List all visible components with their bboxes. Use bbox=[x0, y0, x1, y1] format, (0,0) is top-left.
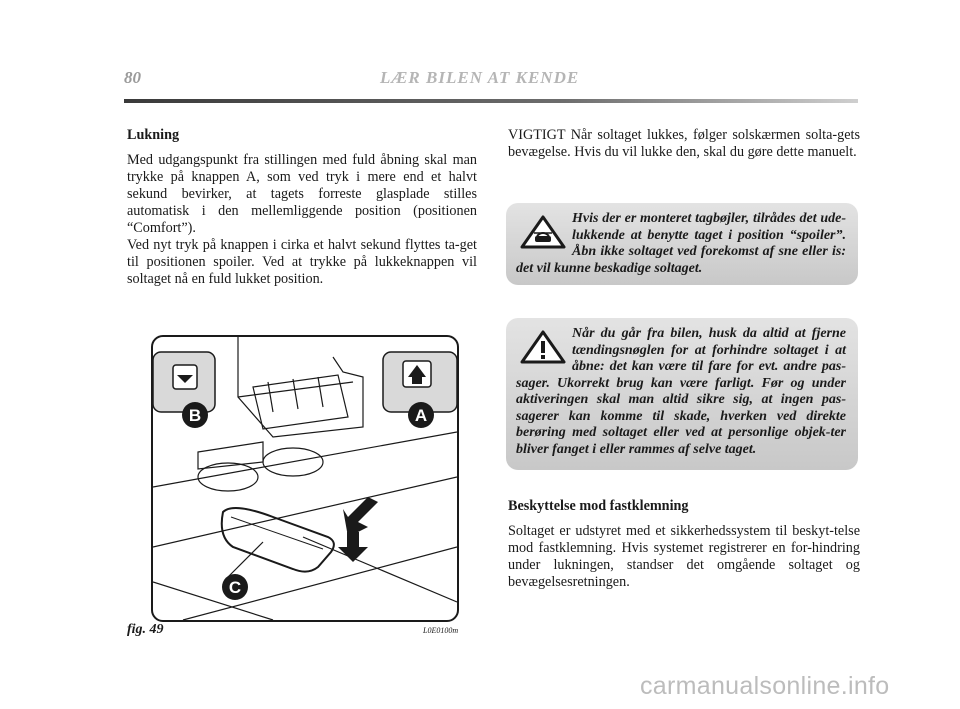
svg-text:B: B bbox=[188, 406, 202, 425]
section-heading-anti-trap: Beskyttelse mod fastklemning bbox=[508, 498, 689, 514]
left-column bbox=[127, 127, 477, 288]
callout-a bbox=[408, 402, 434, 428]
header-rule bbox=[124, 99, 858, 103]
anti-trap-paragraph: Soltaget er udstyret med et sikkerhedssystem til beskyt-telse mod fastklemning. Hvis systemet registrerer en for-hindring under lukningen, standser det omgående soltaget og bevægelsesretningen. bbox=[508, 523, 860, 590]
roof-rack-warning-icon bbox=[520, 215, 566, 249]
sunroof-controls-drawing bbox=[153, 337, 457, 620]
important-text: VIGTIGT Når soltaget lukkes, følger solskærmen solta-gets bevægelse. Hvis du vil lukke den, skal du gøre dette manuelt. bbox=[508, 127, 860, 160]
anti-trap-section bbox=[508, 498, 860, 591]
svg-text:C: C bbox=[228, 578, 242, 597]
warning-box-roof-bars bbox=[506, 203, 858, 285]
closing-paragraph-2: Ved nyt tryk på knappen i cirka et halvt sekund flyttes ta-get til positionen spoiler. Ved at trykke på lukkeknappen vil soltaget nå en fuld lukket position. bbox=[127, 237, 477, 287]
page-header bbox=[124, 68, 860, 92]
callout-b bbox=[182, 402, 208, 428]
warning-box-key bbox=[506, 318, 858, 470]
warning-text-2: Når du går fra bilen, husk da altid at fjerne tændingsnøglen for at forhindre soltaget i at åbne: det kan være til fare for evt. andre pas-sager. Ukorrekt brug kan være farligt. Før og under aktiveringen skal man altid sikre sig, at ingen pas-sagerer kan komme til skade, hverken ved direkte berøring med soltaget eller ved at personlige objek-ter bliver fanget i eller rammes af selve taget. bbox=[516, 326, 846, 457]
section-heading-closing: Lukning bbox=[127, 127, 180, 143]
figure-caption: fig. 49 bbox=[127, 622, 164, 637]
watermark: carmanualsonline.info bbox=[640, 672, 890, 700]
svg-text:A: A bbox=[414, 406, 428, 425]
closing-paragraph-1: Med udgangspunkt fra stillingen med fuld åbning skal man trykke på knappen A, som ved tryk i mere end et halvt sekund bevirker, at tagets forreste glasplade stilles automatisk i den mellemliggende position (positionen “Comfort”). bbox=[127, 152, 477, 236]
figure-49-illustration bbox=[151, 335, 459, 622]
exclamation-warning-icon bbox=[520, 330, 566, 364]
important-note bbox=[508, 127, 860, 161]
callout-c bbox=[222, 574, 248, 600]
running-title: LÆR BILEN AT KENDE bbox=[380, 68, 580, 87]
page-number: 80 bbox=[124, 68, 141, 87]
warning-text-1: Hvis der er monteret tagbøjler, tilrådes det ude-lukkende at benytte taget i position “spoiler”. Åbn ikke soltaget ved forekomst af sne eller is: det vil kunne beskadige soltaget. bbox=[516, 211, 846, 276]
figure-code: L0E0100m bbox=[423, 626, 459, 635]
